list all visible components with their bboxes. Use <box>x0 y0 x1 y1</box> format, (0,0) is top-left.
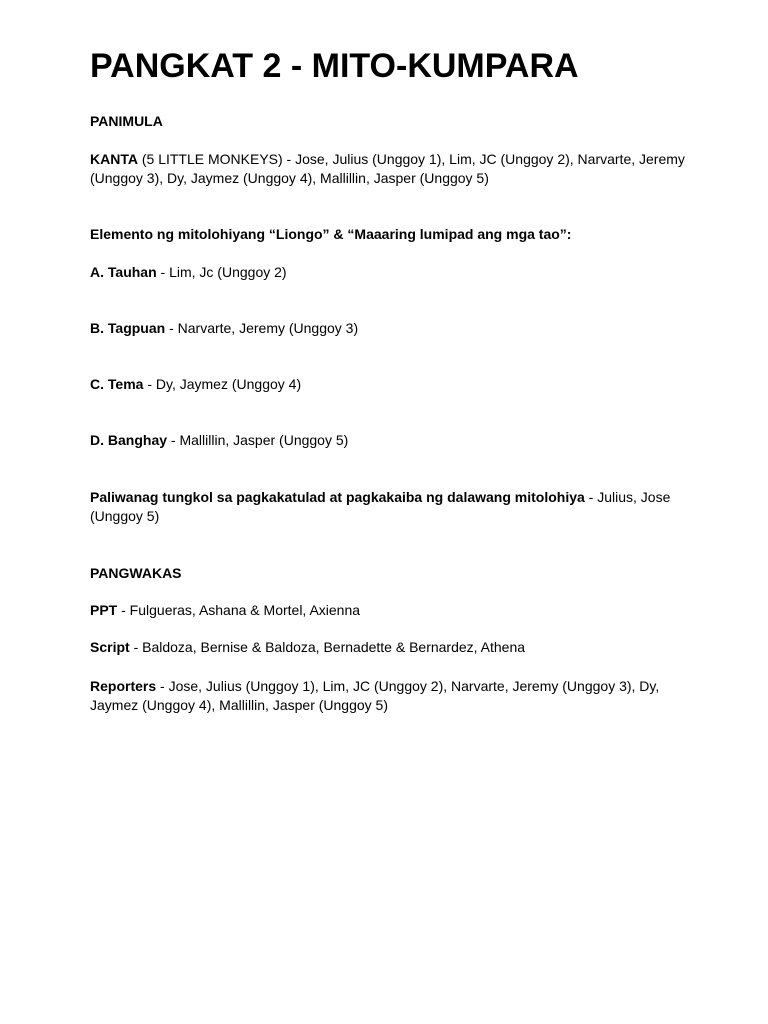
script-text: - Baldoza, Bernise & Baldoza, Bernadette & Bernardez, Athena <box>129 639 526 655</box>
element-item-text: - Dy, Jaymez (Unggoy 4) <box>143 376 302 392</box>
element-item-text: - Lim, Jc (Unggoy 2) <box>156 264 287 280</box>
section-heading-pangwakas <box>90 564 690 583</box>
element-item-label: D. Banghay <box>90 432 168 448</box>
ppt-line <box>90 601 690 620</box>
element-item-label: C. Tema <box>90 376 144 392</box>
script-line <box>90 638 690 657</box>
section-heading-panimula <box>90 112 690 131</box>
ppt-text: - Fulgueras, Ashana & Mortel, Axienna <box>117 602 361 618</box>
element-item-label: B. Tagpuan <box>90 320 166 336</box>
element-item-banghay <box>90 431 690 450</box>
paliwanag-label: Paliwanag tungkol sa pagkakatulad at pagkakaiba ng dalawang mitolohiya <box>90 489 585 505</box>
element-item-text: - Narvarte, Jeremy (Unggoy 3) <box>165 320 359 336</box>
reporters-line <box>90 677 690 715</box>
pangwakas-heading: PANGWAKAS <box>90 565 182 581</box>
paliwanag-text: - Julius, Jose (Unggoy 5) <box>90 489 671 524</box>
element-item-tauhan <box>90 263 690 282</box>
ppt-label: PPT <box>90 602 118 618</box>
element-item-text: - Mallillin, Jasper (Unggoy 5) <box>167 432 349 448</box>
reporters-label: Reporters <box>90 678 157 694</box>
paliwanag-line <box>90 488 690 526</box>
element-item-label: A. Tauhan <box>90 264 157 280</box>
section-heading-elemento <box>90 225 690 244</box>
kanta-text: (5 LITTLE MONKEYS) - Jose, Julius (Unggoy 1), Lim, JC (Unggoy 2), Narvarte, Jeremy (Unggoy 3), Dy, Jaymez (Unggoy 4), Mallillin, Jasper (Unggoy 5) <box>90 151 685 186</box>
element-item-tema <box>90 375 690 394</box>
elemento-heading: Elemento ng mitolohiyang “Liongo” & “Maaaring lumipad ang mga tao”: <box>90 226 572 242</box>
reporters-text: - Jose, Julius (Unggoy 1), Lim, JC (Unggoy 2), Narvarte, Jeremy (Unggoy 3), Dy, Jaymez (Unggoy 4), Mallillin, Jasper (Unggoy 5) <box>90 678 660 713</box>
element-item-tagpuan <box>90 319 690 338</box>
panimula-heading: PANIMULA <box>90 113 163 129</box>
kanta-label: KANTA <box>90 151 138 167</box>
script-label: Script <box>90 639 130 655</box>
page-title: PANGKAT 2 - MITO-KUMPARA <box>90 47 579 85</box>
kanta-line <box>90 150 690 188</box>
